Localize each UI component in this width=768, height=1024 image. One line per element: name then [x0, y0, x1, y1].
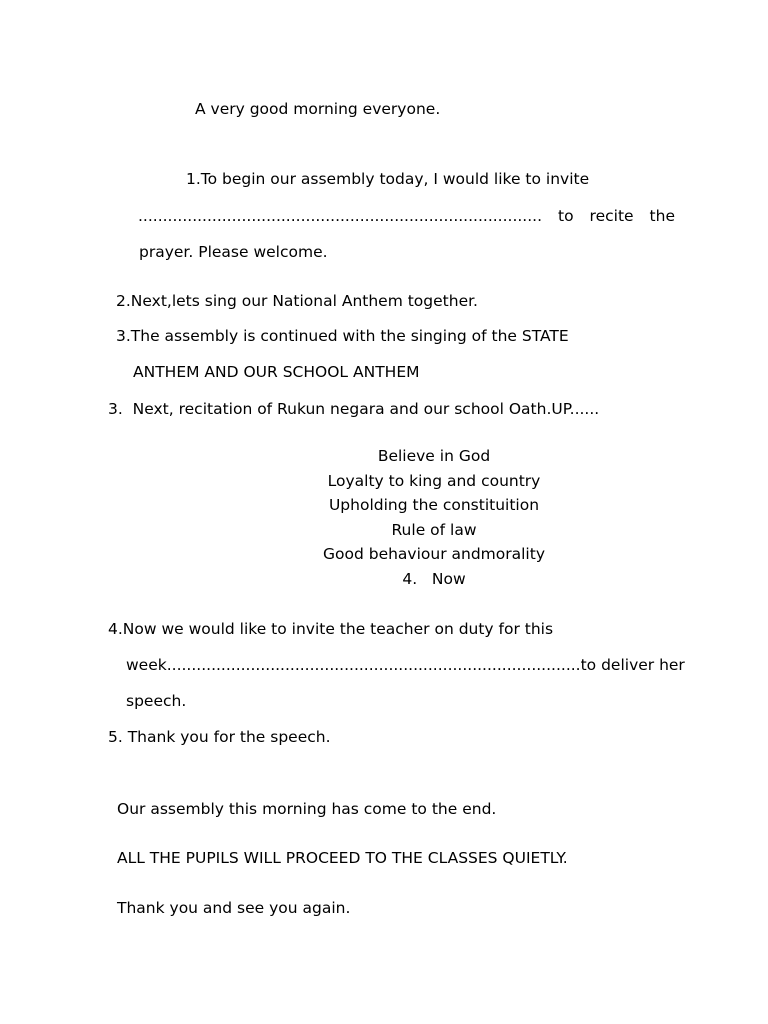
closing-line-3: Thank you and see you again. [117, 899, 351, 917]
item-3a-line-2: ANTHEM AND OUR SCHOOL ANTHEM [133, 363, 420, 381]
item-1-line-3: prayer. Please welcome. [139, 243, 328, 261]
rukun-negara-item: Believe in God [377, 447, 491, 465]
item-1-line-1: 1.To begin our assembly today, I would like to invite [186, 170, 590, 188]
item-4-line-1: 4.Now we would like to invite the teacher on duty for this [108, 620, 554, 638]
item-5-text: 5. Thank you for the speech. [108, 728, 331, 746]
item-3a-line-1: 3.The assembly is continued with the singing of the STATE [116, 327, 569, 345]
rukun-negara-item: Good behaviour andmorality [322, 545, 545, 563]
item-4-line-3: speech. [126, 692, 187, 710]
blank-dotted-line: .................................................................................. [138, 207, 543, 225]
item-3b-text: 3. Next, recitation of Rukun negara and our school Oath.UP...... [108, 400, 600, 418]
item-4-line-2: week....................................................................................to deliver her [126, 656, 685, 674]
rukun-negara-item: Upholding the constituition [328, 496, 540, 514]
item-1-line-2 [138, 206, 675, 226]
word-the: the [649, 207, 675, 225]
rukun-negara-item: Loyalty to king and country [327, 471, 541, 490]
item-2-text: 2.Next,lets sing our National Anthem together. [116, 292, 478, 310]
word-to: to [558, 207, 574, 225]
closing-line-1: Our assembly this morning has come to the end. [117, 800, 497, 818]
closing-line-2: ALL THE PUPILS WILL PROCEED TO THE CLASSES QUIETLY. [117, 849, 568, 867]
rukun-negara-item: 4. Now [402, 569, 466, 588]
rukun-negara-item: Rule of law [391, 520, 477, 539]
word-recite: recite [589, 207, 634, 225]
rukun-negara-list [300, 444, 568, 591]
greeting-text: A very good morning everyone. [195, 100, 441, 118]
